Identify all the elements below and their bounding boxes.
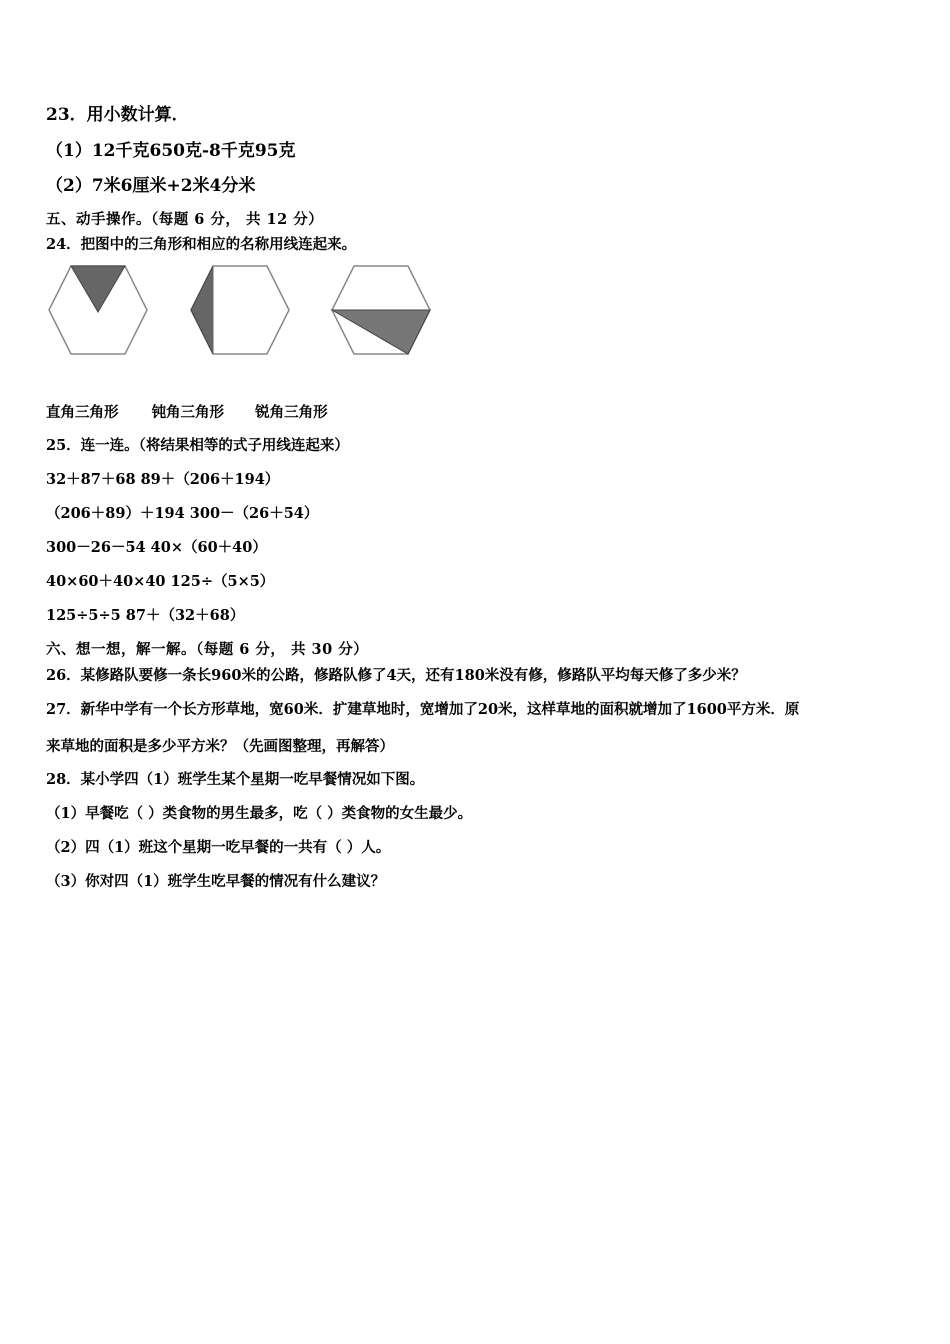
q28-title: 28．某小学四（1）班学生某个星期一吃早餐情况如下图。 — [46, 771, 425, 788]
q28-part3: （3）你对四（1）班学生吃早餐的情况有什么建议？ — [46, 873, 386, 890]
q23-title: 23．用小数计算． — [46, 105, 189, 125]
q27-line-2: 来草地的面积是多少平方米？（先画图整理，再解答） — [46, 738, 394, 755]
triangle-names — [46, 401, 328, 422]
q25-row-1: 32＋87＋68 89＋（206＋194） — [46, 471, 280, 488]
q23-part1: （1）12千克650克-8千克95克 — [46, 141, 296, 161]
q23-part2: （2）7米6厘米+2米4分米 — [46, 176, 256, 196]
q27-line-1: 27．新华中学有一个长方形草地，宽60米．扩建草地时，宽增加了20米，这样草地的面积就增加了1600平方米．原 — [46, 701, 800, 718]
section5-heading: 五、动手操作。（每题 6 分， 共 12 分） — [46, 211, 324, 228]
hexagon-figure-2 — [188, 262, 292, 356]
q28-part2: （2）四（1）班这个星期一吃早餐的一共有（ ）人。 — [46, 839, 391, 856]
q25-row-2: （206＋89）＋194 300－（26＋54） — [46, 505, 319, 522]
triangle-name-obtuse: 钝角三角形 — [151, 404, 225, 421]
q25-row-3: 300－26－54 40×（60＋40） — [46, 539, 267, 556]
triangle-shape-2 — [191, 266, 213, 354]
hexagon-figure-3 — [329, 262, 433, 356]
q25-row-4: 40×60＋40×40 125÷（5×5） — [46, 573, 275, 590]
section6-heading: 六、想一想，解一解。（每题 6 分， 共 30 分） — [46, 641, 369, 658]
q28-part1: （1）早餐吃（ ）类食物的男生最多，吃（ ）类食物的女生最少。 — [46, 805, 473, 822]
triangle-figures — [46, 262, 446, 362]
triangle-name-acute: 锐角三角形 — [255, 404, 328, 421]
triangle-name-right: 直角三角形 — [46, 404, 119, 421]
hexagon-figure-1 — [46, 262, 150, 356]
q25-row-5: 125÷5÷5 87＋（32＋68） — [46, 607, 245, 624]
q26-text: 26．某修路队要修一条长960米的公路，修路队修了4天，还有180米没有修，修路队平均每天修了多少米？ — [46, 667, 746, 684]
q24-title: 24．把图中的三角形和相应的名称用线连起来。 — [46, 236, 357, 253]
q25-title: 25．连一连。（将结果相等的式子用线连起来） — [46, 437, 349, 454]
